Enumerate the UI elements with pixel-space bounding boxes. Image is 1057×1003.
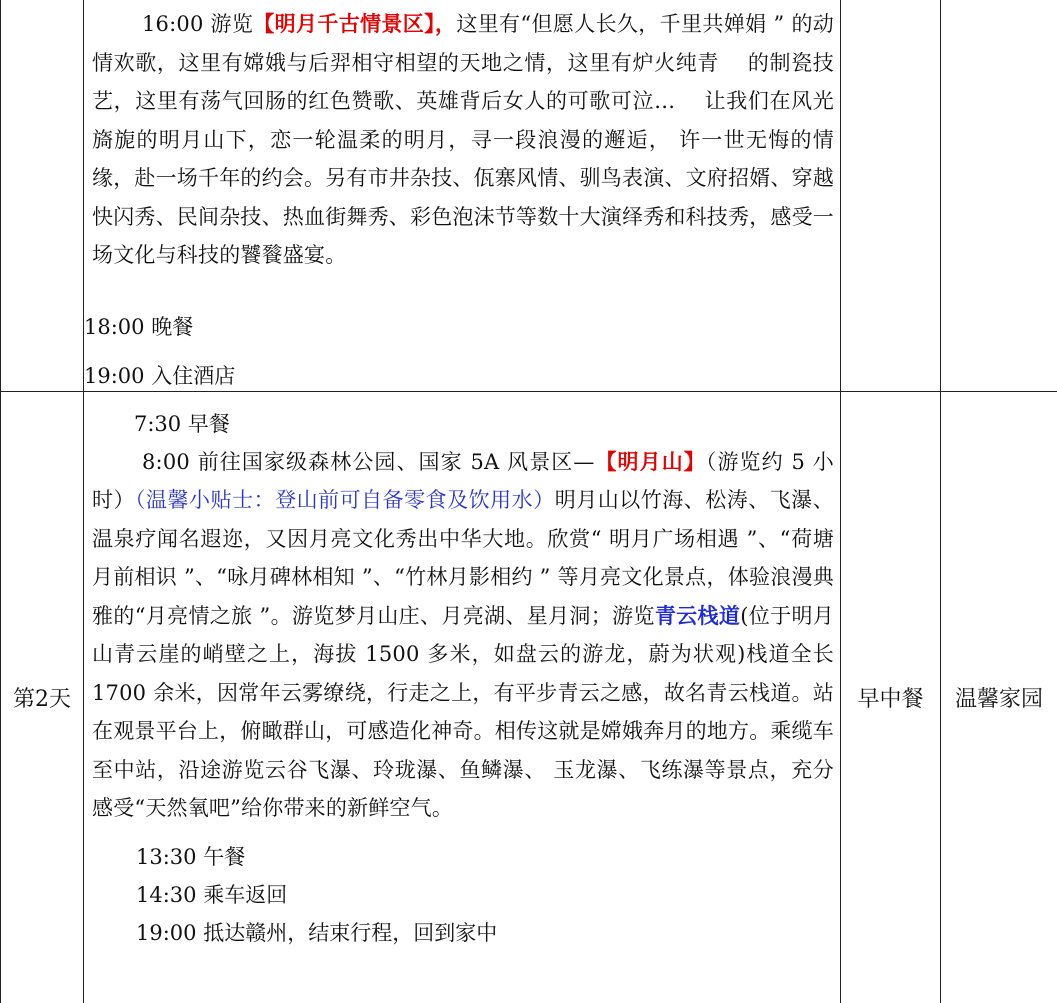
day-label: 第2天 (1, 391, 84, 1003)
itinerary-row-day2 (1, 391, 1057, 1003)
schedule-breakfast: 7:30 早餐 (134, 411, 230, 436)
schedule-time: 16:00 游览 (142, 12, 254, 36)
schedule-cell (84, 391, 841, 1003)
scenic-spot-name: 【明月千古情景区】， (253, 11, 457, 36)
schedule-lead: 8:00 前往国家级森林公园、国家 5A 风景区— (142, 449, 595, 474)
scenic-spot-name: 【明月山】 (594, 448, 706, 474)
schedule-paragraph (84, 5, 840, 275)
day-cell (1, 0, 84, 391)
travel-tip: （温馨小贴士：登山前可自备零食及饮用水） (135, 488, 555, 512)
meals-cell: 早中餐 (841, 391, 941, 1003)
schedule-description: 明月山以竹海、松涛、飞瀑、温泉疗闻名遐迩，又因月亮文化秀出中华大地。欣赏“ 明月广场相遇 ”、“荷塘月前相识 ”、“咏月碑林相知 ”、“竹林月影相约 ” 等月亮文化景点，体验浪漫典雅的“月亮情之旅 ”。游览梦月山庄、月亮湖、星月洞；游览 (92, 488, 835, 628)
schedule-description-cont: (位于明月山青云崖的峭壁之上，海拔 1500 多米，如盘云的游龙，蔚为状观)栈道全长 1700 余米，因常年云雾缭绕，行走之上，有平步青云之感，故名青云栈道。站在观景平台上，俯瞰群山，可感造化神奇。相传这就是嫦娥奔月的地方。乘缆车至中站，沿途游览云谷飞瀑、玲珑瀑、鱼鳞瀑、 玉龙瀑、飞练瀑等景点，充分感受“天然氧吧”给你带来的新鲜空气。 (92, 603, 834, 820)
hotel-cell (941, 0, 1057, 391)
schedule-arrive: 19:00 抵达赣州，结束行程，回到家中 (136, 920, 498, 945)
schedule-return: 14:30 乘车返回 (136, 882, 288, 907)
schedule-description: 这里有“但愿人长久，千里共婵娟 ” 的动情欢歌，这里有嫦娥与后羿相守相望的天地之情，这里有炉火纯青 的制瓷技艺，这里有荡气回肠的红色赞歌、英雄背后女人的可歌可泣… 让我们在风光旖旎的明月山下，恋一轮温柔的明月，寻一段浪漫的邂逅， 许一世无悔的情缘，赴一场千年的约会。另有市井杂技、佤寨风情、驯鸟表演、文府招婿、穿越快闪秀、民间杂技、热血街舞秀、彩色泡沫节等数十大演绎秀和科技秀，感受一场文化与科技的饕餮盛宴。 (92, 12, 834, 267)
tour-duration: （游览约 5 小时） (92, 449, 834, 512)
schedule-lunch: 13:30 午餐 (136, 844, 246, 869)
schedule-cell (84, 0, 841, 391)
schedule-dinner: 18:00 晚餐 (84, 315, 194, 339)
itinerary-row-day1-afternoon (1, 0, 1057, 391)
schedule-paragraph (84, 443, 840, 828)
meals-cell (841, 0, 941, 391)
hotel-cell: 温馨家园 (941, 391, 1057, 1003)
scenic-spot-name-plankway: 青云栈道 (654, 602, 741, 628)
schedule-hotel-checkin: 19:00 入住酒店 (84, 364, 236, 388)
